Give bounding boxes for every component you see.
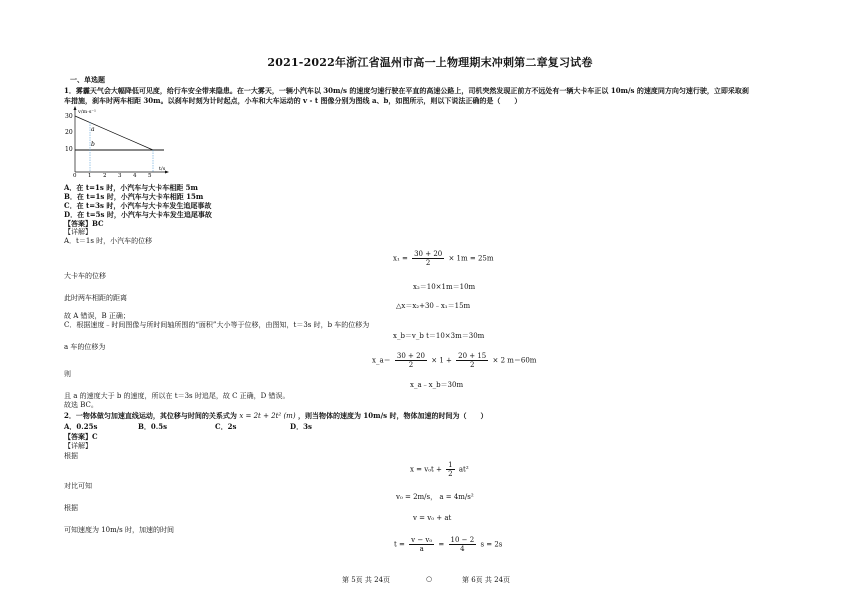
q1-stem-line1: 1．雾霾天气会大幅降低可见度，给行车安全带来隐患。在一大雾天，一辆小汽车以 30m/s 的速度匀速行驶在平直的高速公路上，司机突然发现正前方不远处有一辆大卡车正以 10m/s 的速度同方向匀速行驶，立即采取刹 [64,86,749,95]
q1-stem-line2: 车措施，刹车时两车相距 30m。以刹车时刻为计时起点，小车和大车运动的 v - t 图像分别为图线 a、b，如图所示，则以下说法正确的是（ ） [64,96,522,105]
eq-kin-den: 2 [448,470,453,478]
q1-final: 故选 BC。 [64,401,98,409]
eq-xa-num1: 30 + 20 [396,352,425,360]
eq-x1-left: x₁ = [393,254,408,263]
q2-stem-post: ，则当物体的速度为 10m/s 时，物体加速的时间为（ ） [298,411,488,420]
eq-xa-right: × 2 m＝60m [492,356,537,365]
q1-option-d: D．在 t=5s 时，小汽车与大卡车发生追尾事故 [64,210,212,219]
q2-detail-heading: 【详解】 [64,442,92,450]
graph-y-axis-label: v/m·s⁻¹ [78,109,97,115]
q2-stem-formula: x = 2t + 2t² (m) [239,412,296,420]
then-label: 则 [64,370,71,378]
a-displacement-label: a 车的位移为 [64,343,106,351]
section-heading: 一、单选题 [70,75,105,84]
graph-x-tick-3: 3 [118,173,122,178]
eq-v0-a: v₀ = 2m/s， a = 4m/s² [396,493,474,501]
graph-x-arrow [165,171,169,174]
eq-xa-fraction1 [395,352,427,369]
q1-option-b: B．在 t=1s 时，小汽车与大卡车相距 15m [64,192,204,201]
distance-label: 此时两车相距的距离 [64,294,127,302]
q2-option-c: C．2s [215,422,237,431]
q1-answer: 【答案】BC [64,219,104,228]
graph-x-tick-2: 2 [103,173,107,178]
eq-xa [372,352,536,369]
graph-x-tick-4: 4 [133,173,137,178]
eq-x1 [393,250,494,267]
eq-xa-den1: 2 [408,361,414,369]
eq-x1-right: × 1m = 25m [448,254,494,263]
truck-displacement-label: 大卡车的位移 [64,272,106,280]
footer-page-right: 第 6页 共 24页 [462,576,511,584]
graph-x-tick-5: 5 [148,173,152,178]
q1-a-analysis: A．t＝1s 时，小汽车的位移 [64,237,153,245]
eq-t-fraction2 [449,536,477,553]
q1-option-c: C．在 t=3s 时，小汽车与大卡车发生追尾事故 [64,201,212,210]
eq-diff: x_a﹣x_b＝30m [410,381,464,389]
eq-t-mid: = [438,540,445,549]
q2-stem-pre: 2．一物体做匀加速直线运动，其位移与时间的关系式为 [64,411,237,420]
q2-basis1: 根据 [64,452,78,460]
c-analysis: C．根据速度﹣时间图像与所时间轴所围的“面积”大小等于位移，由图知，t＝3s 时，b 车的位移为 [64,321,370,329]
vt-graph [62,104,174,178]
c-conclusion: 且 a 的速度大于 b 的速度，所以在 t＝3s 时追尾，故 C 正确，D 错误。 [64,392,290,400]
graph-x-tick-0: 0 [73,173,77,178]
graph-y-arrow [74,106,77,110]
eq-x1-fraction [412,250,444,267]
eq-kin-left: x = v₀t + [410,465,442,474]
graph-x-tick-1: 1 [88,173,92,178]
q2-answer: 【答案】C [64,432,98,441]
eq-x1-num: 30 + 20 [414,250,443,258]
page-title: 2021-2022年浙江省温州市高一上物理期末冲刺第二章复习试卷 [267,56,593,69]
footer-page-left: 第 5页 共 24页 [342,576,391,584]
eq-xa-num2: 20 + 15 [458,352,487,360]
eq-kin-num: 1 [448,461,453,469]
eq-x1-den: 2 [425,259,431,267]
eq-kin-fraction [446,461,454,478]
graph-x-axis-label: t/s [159,166,166,172]
eq-xa-fraction2 [456,352,488,369]
eq-xa-mid: × 1 + [431,356,452,365]
eq-dx: △x＝x₂+30﹣x₁＝15m [396,302,471,310]
graph-line-a [75,116,153,150]
graph-label-b: b [91,141,95,148]
eq-t-num1: v − v₀ [411,536,433,544]
eq-xa-left: x_a＝ [372,356,391,365]
eq-t-right: s = 2s [480,540,503,549]
q1-detail-heading: 【详解】 [64,228,92,236]
eq-kinematics [410,461,469,478]
ab-conclusion: 故 A 错误，B 正确； [64,312,130,320]
graph-label-a: a [91,126,95,133]
q2-compare: 对比可知 [64,482,92,490]
q2-basis2: 根据 [64,504,78,512]
eq-t-den1: a [419,545,424,553]
q2-option-a: A．0.25s [64,422,98,431]
eq-kin-right: at² [458,465,469,474]
q2-stem [64,411,488,421]
eq-xb: x_b＝v_b t＝10×3m＝30m [393,332,485,340]
footer-binding-symbol: ○ [426,575,433,583]
q1-option-a: A．在 t=1s 时，小汽车与大卡车相距 5m [64,183,198,192]
q2-known: 可知速度为 10m/s 时，加速的时间 [64,526,174,534]
graph-y-tick-10: 10 [65,146,73,153]
eq-time [394,536,502,553]
eq-velocity: v = v₀ + at [413,514,452,522]
eq-t-den2: 4 [460,545,465,553]
graph-y-tick-20: 20 [65,129,73,136]
q2-option-b: B．0.5s [138,422,168,431]
q2-option-d: D．3s [290,422,312,431]
eq-t-left: t = [394,540,405,549]
eq-t-num2: 10 − 2 [450,536,475,544]
graph-y-tick-30: 30 [65,113,73,120]
eq-x2: x₂＝10×1m＝10m [413,283,476,291]
eq-xa-den2: 2 [469,361,475,369]
eq-t-fraction1 [409,536,434,553]
